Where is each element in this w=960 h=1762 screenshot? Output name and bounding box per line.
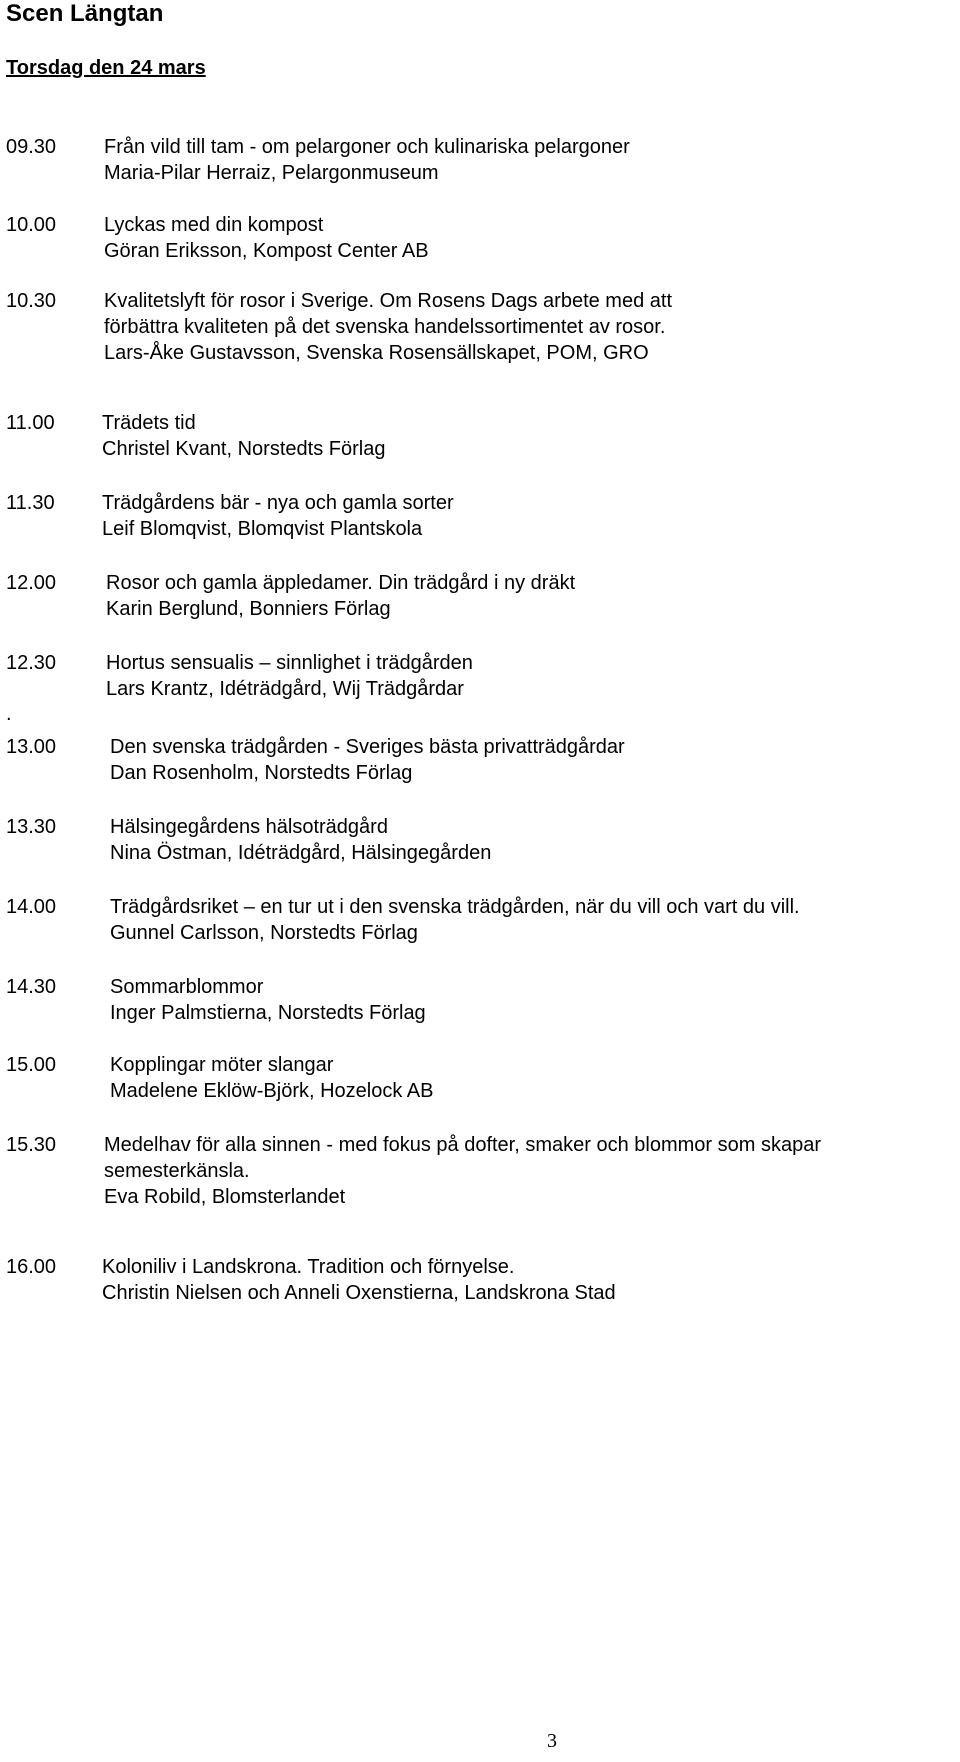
entry-text xyxy=(102,490,454,542)
entry-line: Från vild till tam - om pelargoner och kulinariska pelargoner xyxy=(104,136,630,158)
entry-line: Medelhav för alla sinnen - med fokus på dofter, smaker och blommor som skapar xyxy=(104,1134,821,1156)
stray-dot: . xyxy=(6,703,12,725)
entry-text xyxy=(110,974,426,1026)
entry-time: 10.00 xyxy=(6,214,57,236)
entry-text xyxy=(106,650,473,702)
entry-line: förbättra kvaliteten på det svenska handelssortimentet av rosor. xyxy=(104,316,666,338)
entry-text xyxy=(106,570,575,622)
entry-line: Trädgårdens bär - nya och gamla sorter xyxy=(102,492,454,514)
entry-time: 11.30 xyxy=(6,492,55,514)
entry-time: 10.30 xyxy=(6,290,57,312)
entry-line: Lars-Åke Gustavsson, Svenska Rosensällskapet, POM, GRO xyxy=(104,342,649,364)
entry-text xyxy=(110,894,800,946)
entry-line: Leif Blomqvist, Blomqvist Plantskola xyxy=(102,518,423,540)
entry-line: Den svenska trädgården - Sveriges bästa privatträdgårdar xyxy=(110,736,625,758)
entry-time: 14.30 xyxy=(6,976,57,998)
entry-line: Kopplingar möter slangar xyxy=(110,1054,334,1076)
entry-line: Rosor och gamla äppledamer. Din trädgård i ny dräkt xyxy=(106,572,576,594)
entry-time: 15.00 xyxy=(6,1054,57,1076)
entry-time: 11.00 xyxy=(6,412,55,434)
page-number: 3 xyxy=(547,1730,557,1752)
entry-line: Madelene Eklöw-Björk, Hozelock AB xyxy=(110,1080,434,1102)
entry-line: Inger Palmstierna, Norstedts Förlag xyxy=(110,1002,426,1024)
entry-line: Eva Robild, Blomsterlandet xyxy=(104,1186,346,1208)
entry-time: 14.00 xyxy=(6,896,57,918)
entry-text xyxy=(104,1132,821,1210)
page-date: Torsdag den 24 mars xyxy=(6,57,206,79)
entry-time: 12.30 xyxy=(6,652,57,674)
entry-line: Kvalitetslyft för rosor i Sverige. Om Rosens Dags arbete med att xyxy=(104,290,672,312)
entry-text xyxy=(102,410,385,462)
entry-time: 16.00 xyxy=(6,1256,57,1278)
entry-line: Sommarblommor xyxy=(110,976,264,998)
entry-text xyxy=(110,1052,433,1104)
entry-text xyxy=(102,1254,616,1306)
entry-time: 09.30 xyxy=(6,136,57,158)
entry-line: Nina Östman, Idéträdgård, Hälsingegården xyxy=(110,842,492,864)
entry-text xyxy=(104,288,672,366)
entry-line: Hortus sensualis – sinnlighet i trädgården xyxy=(106,652,473,674)
entry-time: 13.00 xyxy=(6,736,57,758)
entry-line: Koloniliv i Landskrona. Tradition och förnyelse. xyxy=(102,1256,515,1278)
entry-line: Lyckas med din kompost xyxy=(104,214,324,236)
entry-text xyxy=(110,734,625,786)
entry-line: Christin Nielsen och Anneli Oxenstierna, Landskrona Stad xyxy=(102,1282,616,1304)
entry-line: Trädgårdsriket – en tur ut i den svenska trädgården, när du vill och vart du vill. xyxy=(110,896,800,918)
entry-line: Karin Berglund, Bonniers Förlag xyxy=(106,598,391,620)
entry-line: Lars Krantz, Idéträdgård, Wij Trädgårdar xyxy=(106,678,464,700)
entry-text xyxy=(110,814,491,866)
entry-time: 12.00 xyxy=(6,572,57,594)
entry-line: semesterkänsla. xyxy=(104,1160,250,1182)
entry-time: 13.30 xyxy=(6,816,57,838)
entry-line: Göran Eriksson, Kompost Center AB xyxy=(104,240,429,262)
entry-line: Dan Rosenholm, Norstedts Förlag xyxy=(110,762,413,784)
entry-line: Trädets tid xyxy=(102,412,196,434)
entry-line: Gunnel Carlsson, Norstedts Förlag xyxy=(110,922,418,944)
entry-time: 15.30 xyxy=(6,1134,57,1156)
page-title: Scen Längtan xyxy=(6,0,164,27)
entry-text xyxy=(104,134,630,186)
entry-line: Christel Kvant, Norstedts Förlag xyxy=(102,438,386,460)
entry-line: Hälsingegårdens hälsoträdgård xyxy=(110,816,388,838)
entry-text xyxy=(104,212,429,264)
entry-line: Maria-Pilar Herraiz, Pelargonmuseum xyxy=(104,162,439,184)
